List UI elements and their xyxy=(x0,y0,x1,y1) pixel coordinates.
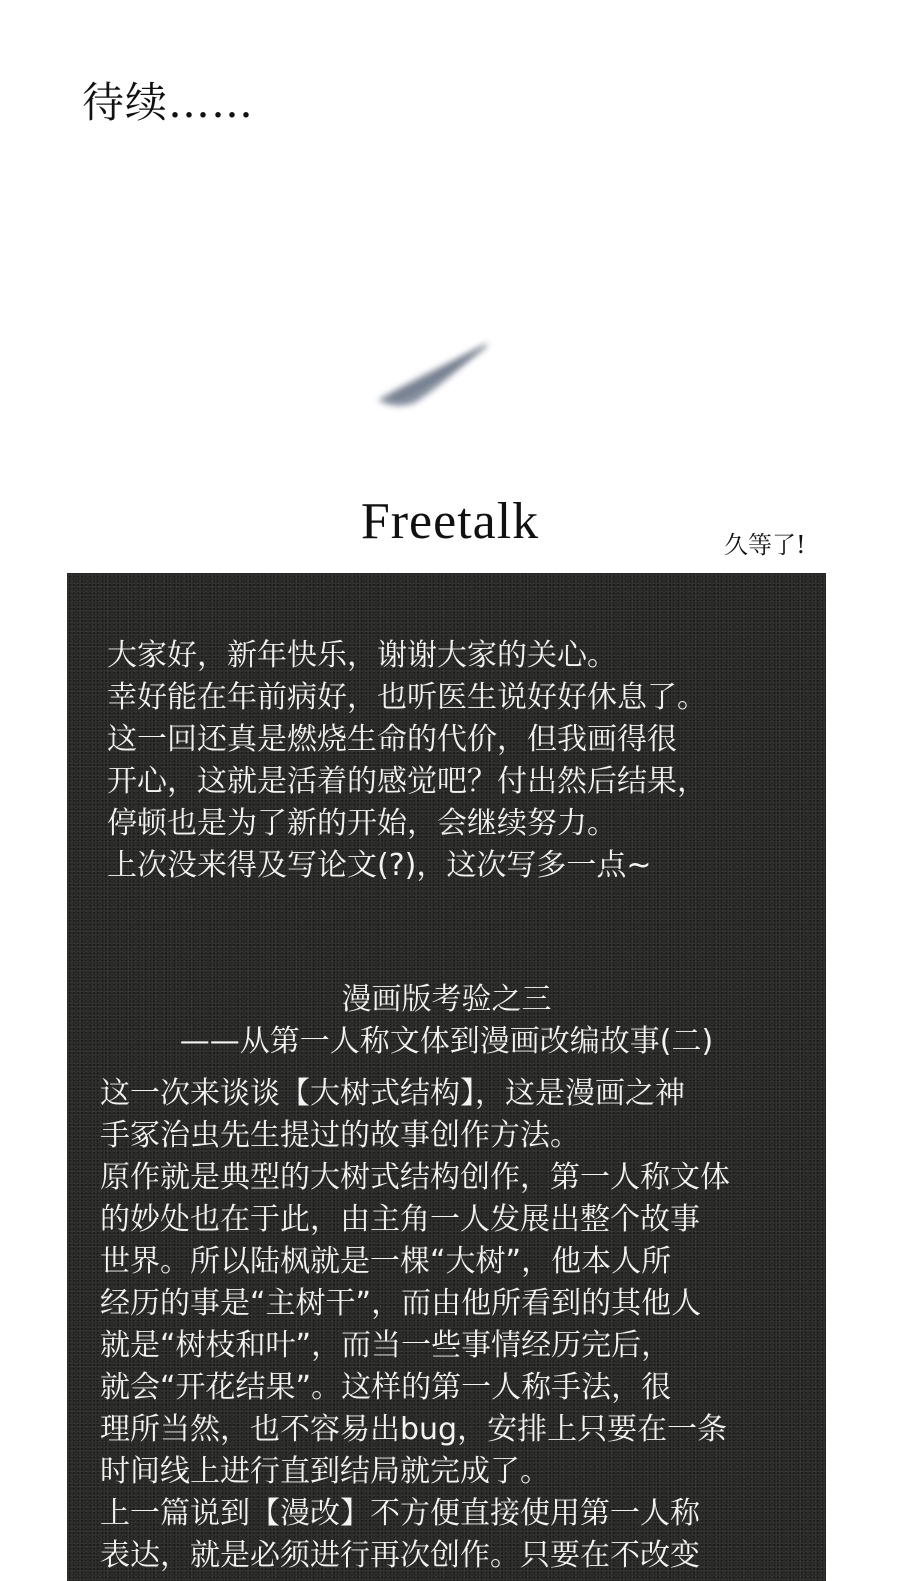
essay-line: 表达，就是必须进行再次创作。只要在不改变 xyxy=(100,1538,700,1573)
freetalk-text-panel xyxy=(67,573,826,1581)
essay-line: 手冢治虫先生提过的故事创作方法。 xyxy=(100,1118,580,1153)
section-heading-title: 漫画版考验之三 xyxy=(341,982,552,1017)
essay-line: 的妙处也在于此，由主角一人发展出整个故事 xyxy=(100,1202,700,1237)
greeting-line: 开心，这就是活着的感觉吧？付出然后结果， xyxy=(107,764,707,799)
essay-line: 经历的事是“主树干”，而由他所看到的其他人 xyxy=(100,1286,702,1321)
greeting-line: 大家好，新年快乐，谢谢大家的关心。 xyxy=(107,638,617,673)
greeting-line: 这一回还真是燃烧生命的代价，但我画得很 xyxy=(107,722,677,757)
greeting-line: 幸好能在年前病好，也听医生说好好休息了。 xyxy=(107,680,707,715)
freetalk-note: 久等了! xyxy=(724,531,806,559)
greeting-paragraph xyxy=(107,635,707,887)
freetalk-title: Freetalk xyxy=(360,493,540,550)
essay-line: 原作就是典型的大树式结构创作，第一人称文体 xyxy=(100,1160,730,1195)
essay-line: 就是“树枝和叶”，而当一些事情经历完后， xyxy=(100,1328,672,1363)
greeting-line: 停顿也是为了新的开始，会继续努力。 xyxy=(107,806,617,841)
essay-line: 就会“开花结果”。这样的第一人称手法，很 xyxy=(100,1370,672,1405)
essay-line: 世界。所以陆枫就是一棵“大树”，他本人所 xyxy=(100,1244,672,1279)
essay-line: 时间线上进行直到结局就完成了。 xyxy=(100,1454,550,1489)
section-heading xyxy=(67,979,826,1063)
section-heading-subtitle: ——从第一人称文体到漫画改编故事(二) xyxy=(179,1024,714,1059)
essay-line: 这一次来谈谈【大树式结构】，这是漫画之神 xyxy=(100,1076,685,1111)
essay-line: 上一篇说到【漫改】不方便直接使用第一人称 xyxy=(100,1496,700,1531)
greeting-line: 上次没来得及写论文(?)，这次写多一点~ xyxy=(107,848,652,883)
ink-stroke-decoration xyxy=(368,330,508,420)
to-be-continued-text: 待续…… xyxy=(82,78,255,127)
essay-paragraph xyxy=(100,1073,730,1577)
essay-line: 理所当然，也不容易出bug，安排上只要在一条 xyxy=(100,1412,728,1447)
